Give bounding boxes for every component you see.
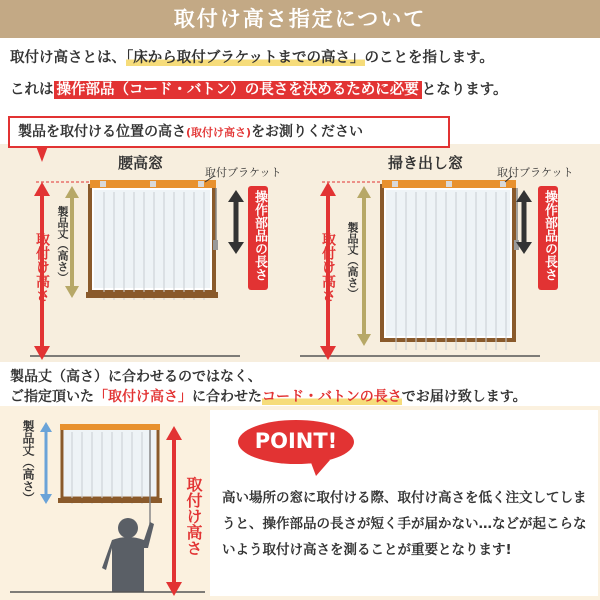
note-red-text: コード・バトンの長さ — [262, 389, 402, 405]
intro-red-highlight: 操作部品（コード・バトン）の長さを決めるために必要 — [54, 81, 422, 99]
right-operation-length-label: 操作部品の長さ — [542, 190, 557, 281]
note-line-2 — [10, 386, 527, 406]
measure-text: をお測りください — [251, 124, 364, 140]
left-window-title: 腰高窓 — [118, 154, 164, 172]
note-text: ご指定頂いた — [10, 389, 94, 405]
point-badge-text: POINT! — [254, 429, 338, 453]
right-bracket-label: 取付ブラケット — [497, 166, 574, 179]
right-window-diagram — [300, 176, 558, 360]
note-text: に合わせた — [192, 389, 262, 405]
bottom-mount-height-label: 取付け高さ — [184, 476, 203, 556]
right-window-title: 掃き出し窓 — [388, 154, 464, 172]
measure-text: 製品を取付ける位置の高さ — [18, 124, 186, 140]
intro-highlight: 「床から取付ブラケットまでの高さ」 — [126, 50, 365, 66]
left-bracket-label: 取付ブラケット — [205, 166, 282, 179]
point-text: 高い場所の窓に取付ける際、取付け高さを低く注文してしまうと、操作部品の長さが短く手が届かない…などが起こらないよう取付け高さを測ることが重要となります! — [222, 490, 587, 558]
left-mount-height-label: 取付け高さ — [34, 232, 50, 302]
intro-text: のことを指します。 — [364, 50, 494, 66]
page-title: 取付け高さ指定について — [173, 7, 427, 31]
note-line-1: 製品丈（高さ）に合わせるのではなく、 — [10, 369, 262, 385]
right-product-height-label: 製品丈（高さ） — [346, 222, 359, 299]
measure-small-text: (取付け高さ) — [186, 126, 252, 139]
left-operation-length-label: 操作部品の長さ — [252, 190, 267, 281]
bottom-product-height-label: 製品丈（高さ） — [21, 420, 35, 504]
note-red-text: 「取付け高さ」 — [94, 389, 192, 405]
intro-text: となります。 — [421, 82, 508, 98]
note-text: でお届け致します。 — [401, 389, 527, 405]
intro-text: 取付け高さとは、 — [10, 50, 126, 66]
right-mount-height-label: 取付け高さ — [320, 232, 336, 302]
intro-text: これは — [10, 82, 54, 98]
pointer-triangle — [36, 146, 48, 162]
left-product-height-label: 製品丈（高さ） — [56, 206, 69, 283]
